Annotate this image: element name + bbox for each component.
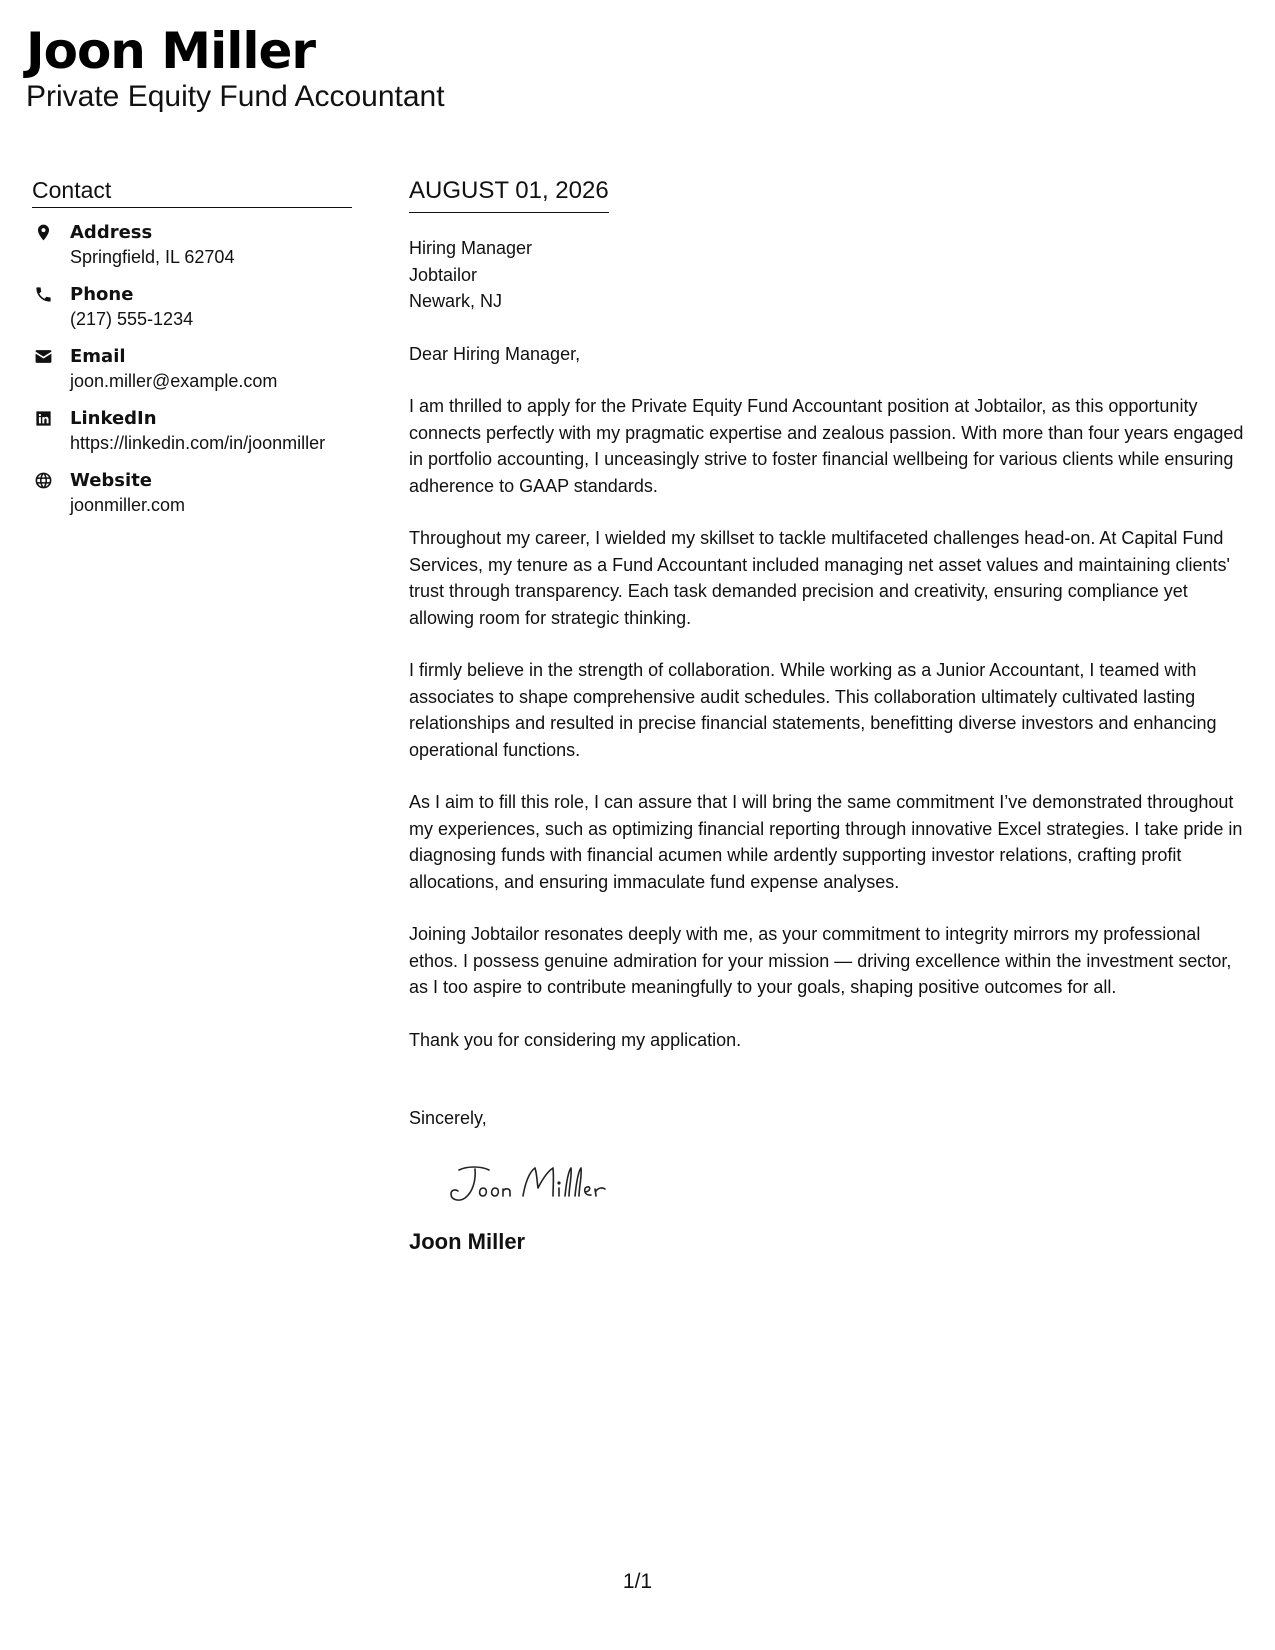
contact-label: Website — [70, 470, 153, 491]
contact-item-phone — [32, 282, 352, 332]
recipient-block — [409, 235, 1254, 315]
contact-heading: Contact — [32, 176, 352, 208]
map-pin-icon — [32, 221, 54, 243]
applicant-name: Joon Miller — [26, 22, 316, 80]
letter-header — [26, 22, 445, 114]
page-number: 1/1 — [622, 1570, 653, 1593]
contact-item-website — [32, 468, 352, 518]
contact-label: LinkedIn — [70, 408, 157, 429]
salutation: Dear Hiring Manager, — [409, 343, 581, 364]
address-value: Springfield, IL 62704 — [70, 247, 235, 267]
paragraph: As I aim to fill this role, I can assure that I will bring the same commitment I’ve demonstrated throughout my experiences, such as optimizing financial reporting through innovative Excel strategies. I take pride in diagnosing funds with financial acumen while ardently supporting investor relations, crafting profit allocations, and ensuring immaculate fund expense analyses. — [409, 792, 1243, 892]
signature-image — [445, 1158, 635, 1210]
recipient-name: Hiring Manager — [409, 238, 533, 258]
recipient-location: Newark, NJ — [409, 291, 503, 311]
recipient-company: Jobtailor — [409, 264, 478, 285]
closing: Sincerely, — [409, 1108, 487, 1128]
contact-sidebar — [32, 176, 352, 530]
contact-item-email — [32, 344, 352, 394]
paragraph: Joining Jobtailor resonates deeply with me, as your commitment to integrity mirrors my professional ethos. I possess genuine admiration for your mission — driving excellence within the investment sector, as I too aspire to contribute meaningfully to your goals, shaping positive outcomes for all. — [409, 924, 1232, 997]
paragraph: I firmly believe in the strength of collaboration. While working as a Junior Accountant, I teamed with associates to shape comprehensive audit schedules. This collaboration ultimately cultivated lasting relationships and resulted in precise financial statements, benefitting diverse investors and enhancing operational functions. — [409, 660, 1217, 760]
paragraph: I am thrilled to apply for the Private Equity Fund Accountant position at Jobtailor, as this opportunity connects perfectly with my pragmatic expertise and zealous passion. With more than four years engaged in portfolio accounting, I unceasingly strive to foster financial wellbeing for various clients while ensuring adherence to GAAP standards. — [409, 396, 1244, 496]
contact-item-linkedin — [32, 406, 352, 456]
applicant-title: Private Equity Fund Accountant — [26, 80, 445, 113]
contact-label: Email — [70, 346, 126, 367]
contact-label: Phone — [70, 284, 134, 305]
letter-date: AUGUST 01, 2026 — [409, 176, 609, 213]
envelope-icon — [32, 345, 54, 367]
phone-value: (217) 555-1234 — [70, 309, 194, 329]
contact-item-address — [32, 220, 352, 270]
globe-icon — [32, 469, 54, 491]
paragraph: Thank you for considering my application. — [409, 1029, 742, 1050]
website-value: joonmiller.com — [70, 495, 186, 515]
linkedin-value: https://linkedin.com/in/joonmiller — [70, 433, 326, 453]
paragraph: Throughout my career, I wielded my skillset to tackle multifaceted challenges head-on. At Capital Fund Services, my tenure as a Fund Accountant included managing net asset values and maintaining clients' trust through transparency. Each task demanded precision and creativity, ensuring compliance yet allowing room for strategic thinking. — [409, 528, 1230, 628]
phone-icon — [32, 283, 54, 305]
letter-body — [409, 176, 1254, 1256]
contact-label: Address — [70, 222, 153, 243]
handwritten-signature — [445, 1158, 1254, 1210]
linkedin-icon — [32, 407, 54, 429]
signer-name: Joon Miller — [409, 1228, 526, 1254]
email-value: joon.miller@example.com — [70, 371, 278, 391]
